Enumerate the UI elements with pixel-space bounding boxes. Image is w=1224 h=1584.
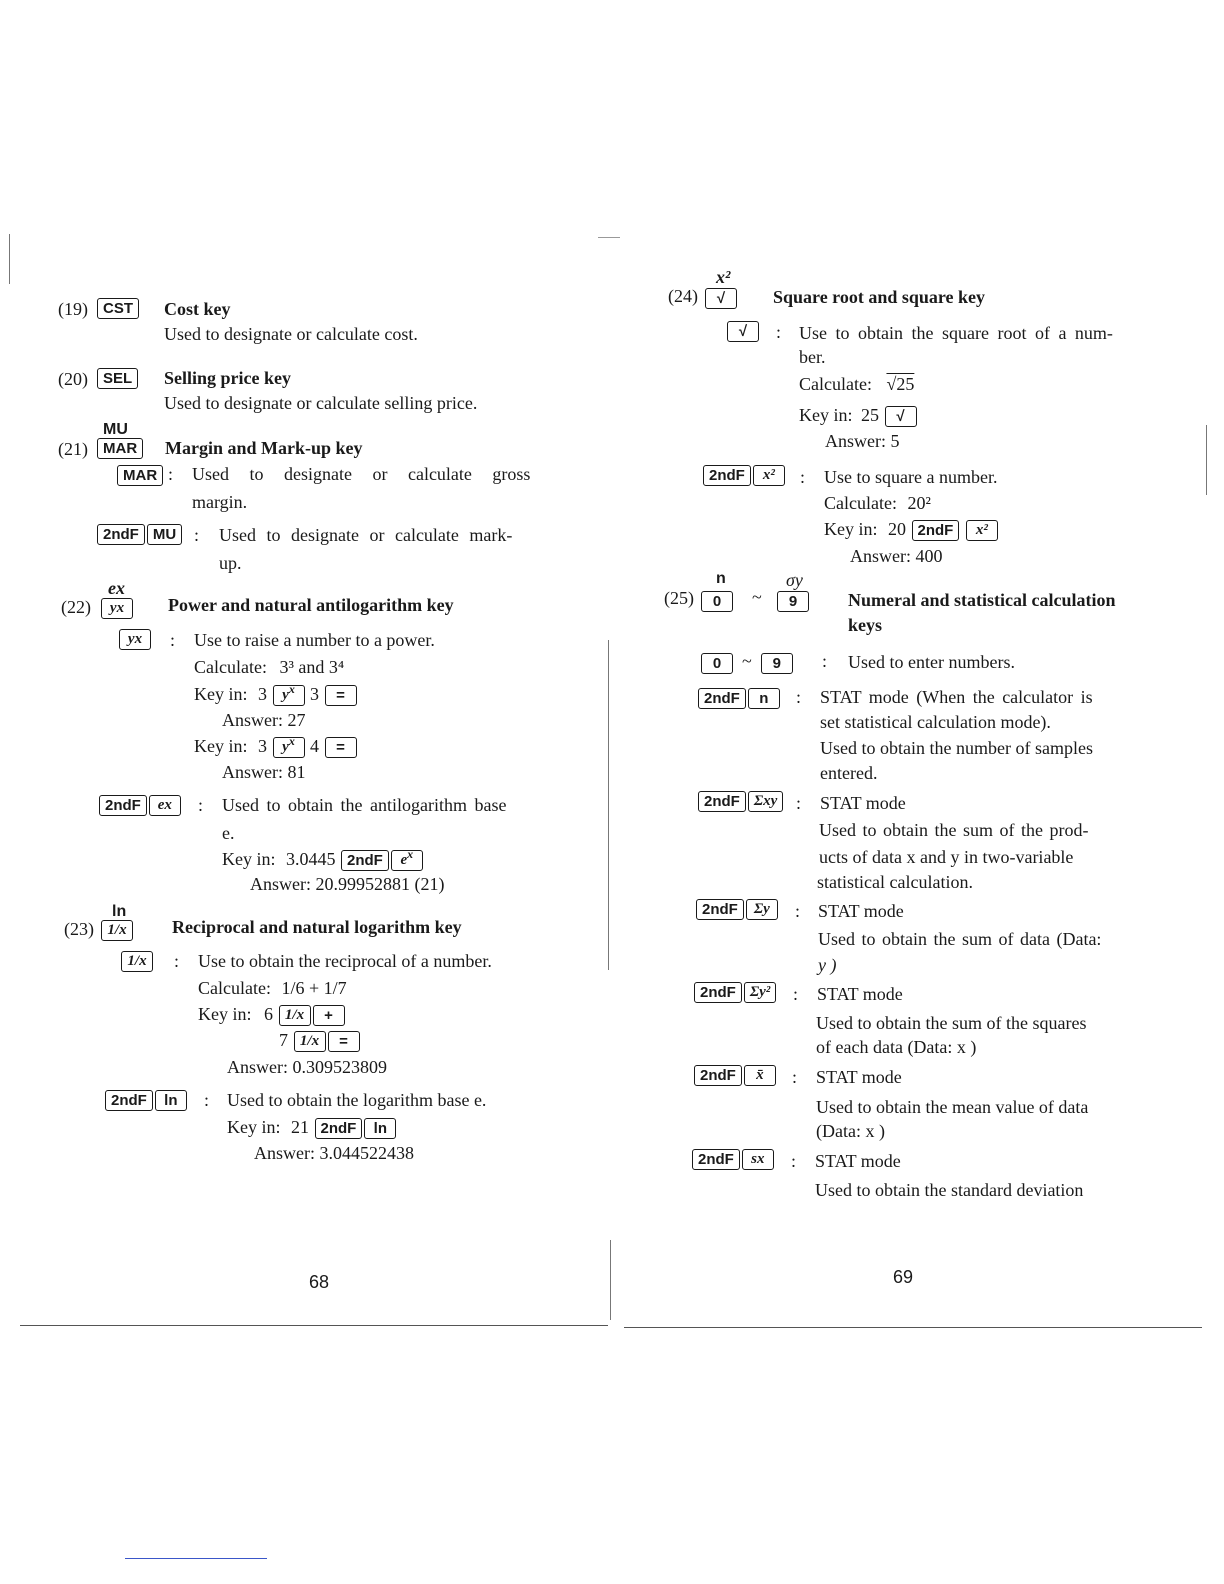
page-gutter-line-lower: [610, 1240, 611, 1320]
entry-25-desc1b: set statistical calculation mode).: [820, 712, 1051, 732]
entry-25-desc3a: STAT mode: [818, 901, 904, 921]
colon: :: [174, 951, 180, 971]
entry-24-desc1a: Use to obtain the square root of a num-: [799, 323, 1113, 343]
scan-edge-mark: [9, 234, 10, 284]
entry-23-label: (23): [64, 919, 94, 939]
entry-25-desc0: Used to enter numbers.: [848, 652, 1015, 672]
entry-25-desc2d: statistical calculation.: [817, 872, 973, 892]
key-0: 0: [700, 591, 734, 612]
entry-22-keyin1: Key in: 3 $y^x$ 3 =: [194, 683, 358, 706]
colon: :: [198, 795, 204, 815]
colon: :: [796, 793, 802, 813]
scan-edge-mark-right: [1206, 425, 1207, 495]
entry-25-desc2a: STAT mode: [820, 793, 906, 813]
sigma-y-secondary-label: σy: [786, 570, 803, 590]
entry-25-desc1a: STAT mode (When the calculator is: [820, 687, 1093, 707]
entry-23-keyin1: Key in: 6 1/x +: [198, 1003, 346, 1026]
entry-19-label: (19): [58, 299, 88, 319]
colon: :: [793, 984, 799, 1004]
tilde: ~: [752, 587, 762, 607]
entry-25-desc4a: STAT mode: [817, 984, 903, 1004]
colon: :: [796, 687, 802, 707]
2ndf-sumy2-keys: 2ndF Σy²: [693, 982, 777, 1003]
ex-secondary-label: ex: [108, 578, 125, 598]
entry-21-desc2b: up.: [219, 553, 242, 573]
entry-20-desc: Used to designate or calculate selling price.: [164, 393, 478, 413]
entry-25-title-a: Numeral and statistical calculation: [848, 590, 1116, 610]
entry-23-desc2: Used to obtain the logarithm base e.: [227, 1090, 487, 1110]
entry-25-desc6a: STAT mode: [815, 1151, 901, 1171]
colon: :: [194, 525, 200, 545]
entry-25-label: (25): [664, 588, 694, 608]
entry-24-answer2: Answer: 400: [850, 546, 943, 566]
entry-25-desc5b: Used to obtain the mean value of data: [816, 1097, 1089, 1117]
sqrt-key-small: √: [726, 321, 760, 342]
entry-24-title: Square root and square key: [773, 287, 986, 307]
entry-22-title: Power and natural antilogarithm key: [168, 595, 454, 615]
entry-23-calc: Calculate: 1/6 + 1/7: [198, 978, 347, 998]
entry-22-answer3: Answer: 20.99952881 (21): [250, 874, 445, 894]
colon: :: [168, 464, 174, 484]
bottom-rule-right: [624, 1327, 1202, 1328]
mar-key: MAR: [96, 438, 144, 459]
entry-19-desc: Used to designate or calculate cost.: [164, 324, 418, 344]
footer-link-rule: [125, 1558, 267, 1559]
2ndf-mean-keys: 2ndF x̄: [693, 1065, 777, 1086]
entry-23-desc1: Use to obtain the reciprocal of a number.: [198, 951, 492, 971]
sqrt-key: √: [704, 288, 738, 309]
entry-22-answer2: Answer: 81: [222, 762, 306, 782]
entry-25-desc5c: (Data: x ): [816, 1121, 885, 1141]
mar-key-small: MAR: [116, 465, 164, 486]
fold-mark: [598, 237, 620, 238]
entry-24-desc2: Use to square a number.: [824, 467, 998, 487]
entry-22-desc2a: Used to obtain the antilogarithm base: [222, 795, 507, 815]
entry-24-calc: Calculate: √25: [799, 374, 915, 394]
2ndf-sumxy-keys: 2ndF Σxy: [697, 791, 784, 812]
entry-21-label: (21): [58, 439, 88, 459]
2ndf-sx-keys: 2ndF sx: [691, 1149, 775, 1170]
colon: :: [204, 1090, 210, 1110]
entry-22-calc: Calculate: 3³ and 3⁴: [194, 657, 345, 677]
entry-23-answer2: Answer: 3.044522438: [254, 1143, 414, 1163]
entry-21-desc1a: Used to designate or calculate gross: [192, 464, 531, 484]
colon: :: [795, 901, 801, 921]
entry-25-desc3b: Used to obtain the sum of data (Data:: [818, 929, 1102, 949]
key-9: 9: [776, 591, 810, 612]
2ndf-mu-keys: 2ndF MU: [96, 524, 183, 545]
cst-key: CST: [96, 298, 140, 319]
colon: :: [822, 651, 828, 671]
entry-20-title: Selling price key: [164, 368, 291, 388]
2ndf-ex-keys: 2ndF ex: [98, 795, 182, 816]
entry-20-label: (20): [58, 369, 88, 389]
entry-19-title: Cost key: [164, 299, 231, 319]
sel-key: SEL: [96, 368, 139, 389]
entry-22-keyin2: Key in: 3 $y^x$ 4 =: [194, 735, 358, 758]
entry-24-calc2: Calculate: 20²: [824, 493, 931, 513]
entry-22-desc2b: e.: [222, 823, 235, 843]
entry-25-desc2b: Used to obtain the sum of the prod-: [819, 820, 1089, 840]
entry-25-desc6b: Used to obtain the standard deviation: [815, 1180, 1084, 1200]
entry-25-desc4b: Used to obtain the sum of the squares: [816, 1013, 1087, 1033]
entry-22-label: (22): [61, 597, 91, 617]
colon: :: [170, 630, 176, 650]
page-number-right: 69: [893, 1267, 914, 1287]
entry-24-answer1: Answer: 5: [825, 431, 900, 451]
entry-21-desc2a: Used to designate or calculate mark-: [219, 525, 513, 545]
colon: :: [792, 1067, 798, 1087]
entry-24-label: (24): [668, 286, 698, 306]
entry-21-desc1b: margin.: [192, 492, 248, 512]
entry-25-desc1c: Used to obtain the number of samples: [820, 738, 1093, 758]
n-secondary-label: n: [716, 570, 726, 587]
entry-25-desc4c: of each data (Data: x ): [816, 1037, 977, 1057]
2ndf-ln-keys: 2ndF ln: [104, 1090, 188, 1111]
entry-25-title-b: keys: [848, 615, 883, 635]
entry-22-desc1: Use to raise a number to a power.: [194, 630, 435, 650]
yx-key: yx: [100, 598, 134, 619]
entry-24-keyin1: Key in: 25 √: [799, 404, 918, 427]
entry-25-desc3c: y ): [818, 955, 837, 975]
entry-25-desc2c: ucts of data x and y in two-variable: [819, 847, 1074, 867]
2ndf-n-keys: 2ndF n: [697, 688, 781, 709]
reciprocal-key: 1/x: [100, 920, 134, 941]
page-gutter-line: [608, 640, 609, 970]
entry-22-answer1: Answer: 27: [222, 710, 306, 730]
reciprocal-key-small: 1/x: [120, 951, 154, 972]
key-0-to-9: 0 ~ 9: [700, 650, 794, 674]
ln-secondary-label: ln: [112, 903, 127, 920]
entry-23-answer1: Answer: 0.309523809: [227, 1057, 387, 1077]
bottom-rule-left: [20, 1325, 608, 1326]
entry-24-keyin2: Key in: 20 2ndF x²: [824, 518, 999, 541]
entry-25-desc1d: entered.: [820, 763, 878, 783]
entry-24-desc1b: ber.: [799, 347, 826, 367]
colon: :: [800, 467, 806, 487]
2ndf-sumy-keys: 2ndF Σy: [695, 899, 779, 920]
entry-22-keyin3: Key in: 3.0445 2ndF $e^x$: [222, 848, 424, 871]
entry-23-keyin3: Key in: 21 2ndF ln: [227, 1116, 397, 1139]
page-number-left: 68: [309, 1272, 330, 1292]
colon: :: [776, 322, 782, 342]
entry-23-title: Reciprocal and natural logarithm key: [172, 917, 462, 937]
2ndf-x2-keys: 2ndF x²: [702, 465, 786, 486]
entry-25-desc5a: STAT mode: [816, 1067, 902, 1087]
yx-key-small: yx: [118, 629, 152, 650]
x2-secondary-label: x²: [716, 267, 731, 287]
entry-23-keyin2: 7 1/x =: [279, 1029, 361, 1052]
entry-21-title: Margin and Mark-up key: [165, 438, 363, 458]
colon: :: [791, 1151, 797, 1171]
mu-secondary-label: MU: [103, 421, 128, 438]
